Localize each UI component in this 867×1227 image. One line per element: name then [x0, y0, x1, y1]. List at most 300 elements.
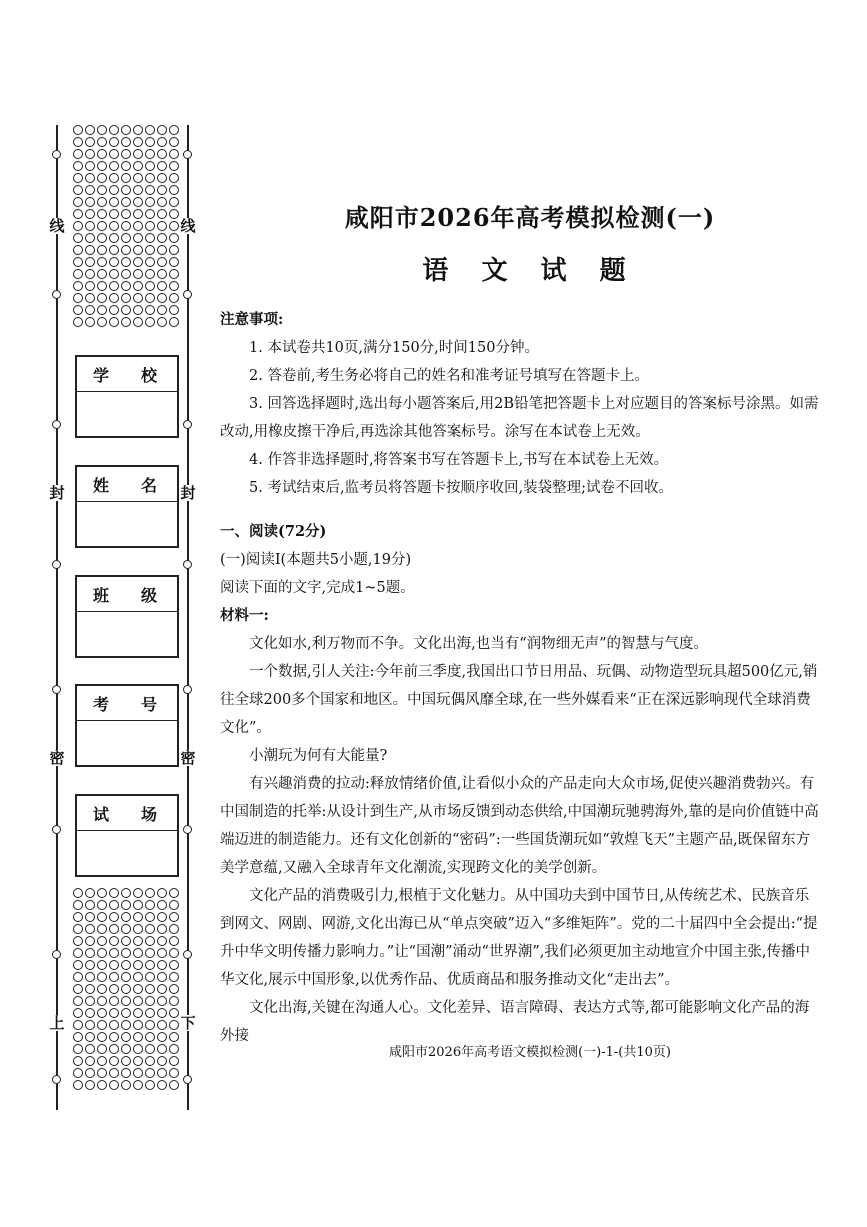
- grid-dot: [109, 197, 119, 207]
- grid-dot: [145, 269, 155, 279]
- grid-dot: [145, 1068, 155, 1078]
- grid-dot: [145, 281, 155, 291]
- grid-dot: [169, 948, 179, 958]
- grid-dot: [73, 221, 83, 231]
- binding-hole: [52, 150, 61, 159]
- grid-dot: [169, 984, 179, 994]
- decorative-dot-grid: [73, 888, 181, 1092]
- grid-dot: [85, 1008, 95, 1018]
- grid-dot: [121, 293, 131, 303]
- grid-dot: [109, 209, 119, 219]
- grid-dot: [133, 137, 143, 147]
- grid-dot: [85, 1056, 95, 1066]
- grid-dot: [133, 900, 143, 910]
- school-input-area[interactable]: [77, 392, 177, 436]
- seal-mark-outer: 密: [49, 749, 65, 767]
- outer-binding-line: [56, 125, 58, 1110]
- grid-dot: [121, 1068, 131, 1078]
- grid-dot: [133, 269, 143, 279]
- class-field[interactable]: [75, 575, 179, 658]
- grid-dot: [121, 1020, 131, 1030]
- grid-dot: [133, 972, 143, 982]
- grid-dot: [133, 1080, 143, 1090]
- grid-dot: [121, 972, 131, 982]
- grid-dot: [145, 936, 155, 946]
- grid-dot: [145, 137, 155, 147]
- grid-dot: [133, 996, 143, 1006]
- sub-section-heading: (一)阅读I(本题共5小题,19分): [220, 552, 412, 568]
- grid-dot: [133, 281, 143, 291]
- grid-dot: [85, 173, 95, 183]
- material-paragraph: 一个数据,引人关注:今年前三季度,我国出口节日用品、玩偶、动物造型玩具超500亿元,销往全球200多个国家和地区。中国玩偶风靡全球,在一些外媒看来“正在深远影响现代全球消费文化”。: [220, 664, 818, 736]
- binding-hole: [52, 825, 61, 834]
- name-input-area[interactable]: [77, 502, 177, 546]
- grid-dot: [169, 900, 179, 910]
- grid-dot: [157, 936, 167, 946]
- grid-dot: [157, 1080, 167, 1090]
- grid-dot: [109, 900, 119, 910]
- grid-dot: [109, 173, 119, 183]
- grid-dot: [121, 149, 131, 159]
- grid-dot: [169, 257, 179, 267]
- exam-content: [220, 306, 820, 1050]
- grid-dot: [85, 984, 95, 994]
- grid-dot: [145, 1008, 155, 1018]
- grid-dot: [169, 281, 179, 291]
- grid-dot: [109, 1044, 119, 1054]
- grid-dot: [97, 984, 107, 994]
- grid-dot: [97, 305, 107, 315]
- notice-item: 5. 考试结束后,监考员将答题卡按顺序收回,装袋整理;试卷不回收。: [249, 480, 674, 496]
- binding-hole: [183, 290, 192, 299]
- binding-hole: [52, 1075, 61, 1084]
- grid-dot: [97, 1056, 107, 1066]
- grid-dot: [169, 1032, 179, 1042]
- grid-dot: [157, 305, 167, 315]
- grid-dot: [85, 1080, 95, 1090]
- grid-dot: [145, 1020, 155, 1030]
- grid-dot: [85, 1020, 95, 1030]
- seal-mark-outer: 上: [49, 1014, 65, 1032]
- grid-dot: [145, 197, 155, 207]
- binding-hole: [52, 685, 61, 694]
- grid-dot: [157, 269, 167, 279]
- grid-dot: [157, 137, 167, 147]
- grid-dot: [85, 185, 95, 195]
- grid-dot: [157, 888, 167, 898]
- grid-dot: [97, 293, 107, 303]
- grid-dot: [157, 125, 167, 135]
- grid-dot: [109, 948, 119, 958]
- grid-dot: [133, 233, 143, 243]
- grid-dot: [109, 269, 119, 279]
- grid-dot: [169, 996, 179, 1006]
- grid-dot: [133, 257, 143, 267]
- exam-number-field[interactable]: [75, 684, 179, 767]
- grid-dot: [157, 173, 167, 183]
- grid-dot: [109, 293, 119, 303]
- grid-dot: [121, 1056, 131, 1066]
- grid-dot: [73, 137, 83, 147]
- binding-hole: [183, 420, 192, 429]
- school-field[interactable]: [75, 355, 179, 438]
- grid-dot: [133, 173, 143, 183]
- grid-dot: [133, 1032, 143, 1042]
- grid-dot: [169, 245, 179, 255]
- grid-dot: [121, 936, 131, 946]
- grid-dot: [169, 185, 179, 195]
- grid-dot: [145, 185, 155, 195]
- grid-dot: [73, 1020, 83, 1030]
- grid-dot: [145, 245, 155, 255]
- grid-dot: [145, 900, 155, 910]
- grid-dot: [157, 996, 167, 1006]
- grid-dot: [133, 948, 143, 958]
- grid-dot: [97, 317, 107, 327]
- grid-dot: [157, 185, 167, 195]
- grid-dot: [121, 1044, 131, 1054]
- grid-dot: [109, 137, 119, 147]
- grid-dot: [145, 221, 155, 231]
- grid-dot: [133, 1044, 143, 1054]
- grid-dot: [133, 305, 143, 315]
- seal-mark-inner: 线: [180, 217, 196, 235]
- material-label: 材料一:: [220, 607, 269, 624]
- grid-dot: [157, 948, 167, 958]
- page-footer: 咸阳市2026年高考语文模拟检测(一)-1-(共10页): [389, 1045, 671, 1060]
- grid-dot: [157, 197, 167, 207]
- grid-dot: [73, 1080, 83, 1090]
- field-label: 姓 名: [77, 467, 177, 502]
- grid-dot: [97, 912, 107, 922]
- grid-dot: [169, 209, 179, 219]
- grid-dot: [97, 1032, 107, 1042]
- grid-dot: [97, 996, 107, 1006]
- seal-mark-outer: 封: [49, 484, 65, 502]
- grid-dot: [85, 972, 95, 982]
- grid-dot: [97, 197, 107, 207]
- grid-dot: [73, 888, 83, 898]
- grid-dot: [97, 924, 107, 934]
- grid-dot: [121, 1080, 131, 1090]
- grid-dot: [73, 972, 83, 982]
- grid-dot: [121, 269, 131, 279]
- grid-dot: [73, 996, 83, 1006]
- grid-dot: [73, 1008, 83, 1018]
- grid-dot: [85, 960, 95, 970]
- grid-dot: [169, 149, 179, 159]
- grid-dot: [133, 161, 143, 171]
- grid-dot: [109, 1056, 119, 1066]
- grid-dot: [73, 161, 83, 171]
- field-label: 学 校: [77, 357, 177, 392]
- grid-dot: [121, 924, 131, 934]
- grid-dot: [133, 185, 143, 195]
- grid-dot: [109, 1020, 119, 1030]
- grid-dot: [145, 305, 155, 315]
- grid-dot: [121, 1032, 131, 1042]
- grid-dot: [73, 317, 83, 327]
- grid-dot: [97, 1068, 107, 1078]
- grid-dot: [85, 996, 95, 1006]
- grid-dot: [109, 972, 119, 982]
- grid-dot: [133, 1020, 143, 1030]
- grid-dot: [73, 245, 83, 255]
- grid-dot: [85, 1044, 95, 1054]
- grid-dot: [73, 173, 83, 183]
- grid-dot: [169, 1080, 179, 1090]
- grid-dot: [157, 233, 167, 243]
- grid-dot: [109, 233, 119, 243]
- grid-dot: [121, 948, 131, 958]
- grid-dot: [121, 984, 131, 994]
- seal-mark-inner: 封: [180, 484, 196, 502]
- grid-dot: [109, 281, 119, 291]
- grid-dot: [73, 1044, 83, 1054]
- grid-dot: [145, 317, 155, 327]
- grid-dot: [85, 221, 95, 231]
- binding-hole: [52, 950, 61, 959]
- grid-dot: [109, 1032, 119, 1042]
- material-paragraph: 小潮玩为何有大能量?: [249, 748, 388, 764]
- grid-dot: [97, 161, 107, 171]
- grid-dot: [169, 197, 179, 207]
- grid-dot: [133, 1008, 143, 1018]
- grid-dot: [121, 888, 131, 898]
- grid-dot: [133, 317, 143, 327]
- material-paragraph: 文化出海,关键在沟通人心。文化差异、语言障碍、表达方式等,都可能影响文化产品的海外接: [220, 1000, 810, 1044]
- grid-dot: [85, 912, 95, 922]
- grid-dot: [157, 257, 167, 267]
- grid-dot: [73, 900, 83, 910]
- grid-dot: [121, 912, 131, 922]
- grid-dot: [133, 221, 143, 231]
- grid-dot: [73, 197, 83, 207]
- grid-dot: [145, 972, 155, 982]
- grid-dot: [85, 269, 95, 279]
- grid-dot: [109, 221, 119, 231]
- grid-dot: [97, 900, 107, 910]
- material-paragraph: 文化如水,利万物而不争。文化出海,也当有“润物细无声”的智慧与气度。: [249, 636, 709, 652]
- grid-dot: [109, 1068, 119, 1078]
- grid-dot: [73, 257, 83, 267]
- grid-dot: [97, 125, 107, 135]
- grid-dot: [73, 1056, 83, 1066]
- grid-dot: [121, 137, 131, 147]
- grid-dot: [133, 149, 143, 159]
- grid-dot: [169, 1020, 179, 1030]
- section-heading: 一、阅读(72分): [220, 523, 327, 540]
- grid-dot: [97, 936, 107, 946]
- grid-dot: [133, 912, 143, 922]
- grid-dot: [133, 125, 143, 135]
- grid-dot: [73, 1032, 83, 1042]
- material-paragraph: 文化产品的消费吸引力,根植于文化魅力。从中国功夫到中国节日,从传统艺术、民族音乐到网文、网剧、网游,文化出海已从“单点突破”迈入“多维矩阵”。党的二十届四中全会提出:“提升中华文明传播力影响力。”让“国潮”涌动“世界潮”,我们必须更加主动地宣介中国主张,传播中华文化,展示中国形象,以优秀作品、优质商品和服务推动文化“走出去”。: [220, 888, 818, 988]
- binding-hole: [183, 950, 192, 959]
- grid-dot: [157, 245, 167, 255]
- notice-item: 3. 回答选择题时,选出每小题答案后,用2B铅笔把答题卡上对应题目的答案标号涂黑。如需改动,用橡皮擦干净后,再选涂其他答案标号。涂写在本试卷上无效。: [220, 396, 819, 440]
- grid-dot: [133, 293, 143, 303]
- grid-dot: [73, 125, 83, 135]
- grid-dot: [109, 924, 119, 934]
- grid-dot: [85, 125, 95, 135]
- grid-dot: [169, 1008, 179, 1018]
- binding-hole: [183, 685, 192, 694]
- name-field[interactable]: [75, 465, 179, 548]
- grid-dot: [97, 185, 107, 195]
- grid-dot: [157, 1044, 167, 1054]
- grid-dot: [133, 1056, 143, 1066]
- grid-dot: [145, 293, 155, 303]
- seal-mark-inner: 密: [180, 749, 196, 767]
- notice-item: 1. 本试卷共10页,满分150分,时间150分钟。: [249, 340, 539, 356]
- grid-dot: [109, 912, 119, 922]
- grid-dot: [169, 317, 179, 327]
- grid-dot: [85, 305, 95, 315]
- grid-dot: [145, 1056, 155, 1066]
- field-label: 考 号: [77, 686, 177, 721]
- grid-dot: [97, 948, 107, 958]
- grid-dot: [169, 972, 179, 982]
- grid-dot: [145, 948, 155, 958]
- grid-dot: [145, 996, 155, 1006]
- grid-dot: [133, 924, 143, 934]
- seal-mark-inner: 下: [180, 1014, 196, 1032]
- grid-dot: [73, 209, 83, 219]
- grid-dot: [133, 245, 143, 255]
- binding-hole: [52, 420, 61, 429]
- exam-number-input-area[interactable]: [77, 721, 177, 765]
- grid-dot: [109, 984, 119, 994]
- grid-dot: [145, 173, 155, 183]
- grid-dot: [85, 245, 95, 255]
- grid-dot: [85, 1068, 95, 1078]
- grid-dot: [121, 161, 131, 171]
- grid-dot: [109, 305, 119, 315]
- grid-dot: [97, 269, 107, 279]
- grid-dot: [109, 185, 119, 195]
- grid-dot: [133, 960, 143, 970]
- grid-dot: [145, 1080, 155, 1090]
- grid-dot: [97, 173, 107, 183]
- grid-dot: [85, 281, 95, 291]
- exam-room-input-area[interactable]: [77, 831, 177, 875]
- grid-dot: [85, 257, 95, 267]
- grid-dot: [157, 281, 167, 291]
- binding-hole: [52, 560, 61, 569]
- grid-dot: [121, 197, 131, 207]
- grid-dot: [109, 996, 119, 1006]
- grid-dot: [97, 149, 107, 159]
- class-input-area[interactable]: [77, 612, 177, 656]
- grid-dot: [73, 960, 83, 970]
- grid-dot: [73, 233, 83, 243]
- grid-dot: [73, 293, 83, 303]
- grid-dot: [85, 948, 95, 958]
- grid-dot: [145, 149, 155, 159]
- grid-dot: [109, 1008, 119, 1018]
- binding-hole: [183, 150, 192, 159]
- grid-dot: [169, 936, 179, 946]
- field-label: 试 场: [77, 796, 177, 831]
- grid-dot: [97, 257, 107, 267]
- grid-dot: [109, 257, 119, 267]
- grid-dot: [97, 960, 107, 970]
- grid-dot: [121, 1008, 131, 1018]
- grid-dot: [169, 161, 179, 171]
- grid-dot: [85, 317, 95, 327]
- grid-dot: [169, 888, 179, 898]
- grid-dot: [85, 137, 95, 147]
- grid-dot: [85, 149, 95, 159]
- grid-dot: [97, 137, 107, 147]
- grid-dot: [157, 161, 167, 171]
- grid-dot: [109, 149, 119, 159]
- grid-dot: [145, 1044, 155, 1054]
- grid-dot: [121, 305, 131, 315]
- grid-dot: [145, 960, 155, 970]
- grid-dot: [109, 936, 119, 946]
- grid-dot: [121, 221, 131, 231]
- binding-hole: [183, 825, 192, 834]
- grid-dot: [169, 293, 179, 303]
- decorative-dot-grid: [73, 125, 181, 329]
- grid-dot: [145, 924, 155, 934]
- grid-dot: [109, 1080, 119, 1090]
- grid-dot: [97, 245, 107, 255]
- grid-dot: [145, 1032, 155, 1042]
- grid-dot: [73, 305, 83, 315]
- grid-dot: [145, 233, 155, 243]
- grid-dot: [85, 233, 95, 243]
- grid-dot: [157, 924, 167, 934]
- grid-dot: [73, 149, 83, 159]
- grid-dot: [169, 173, 179, 183]
- grid-dot: [73, 1068, 83, 1078]
- grid-dot: [97, 1044, 107, 1054]
- grid-dot: [85, 888, 95, 898]
- grid-dot: [109, 960, 119, 970]
- grid-dot: [157, 1032, 167, 1042]
- grid-dot: [109, 317, 119, 327]
- grid-dot: [121, 245, 131, 255]
- grid-dot: [85, 209, 95, 219]
- grid-dot: [109, 888, 119, 898]
- grid-dot: [85, 924, 95, 934]
- grid-dot: [157, 984, 167, 994]
- grid-dot: [133, 984, 143, 994]
- grid-dot: [73, 185, 83, 195]
- grid-dot: [157, 900, 167, 910]
- grid-dot: [145, 888, 155, 898]
- grid-dot: [73, 948, 83, 958]
- grid-dot: [85, 1032, 95, 1042]
- grid-dot: [145, 161, 155, 171]
- grid-dot: [169, 233, 179, 243]
- grid-dot: [157, 1020, 167, 1030]
- grid-dot: [121, 281, 131, 291]
- grid-dot: [97, 888, 107, 898]
- grid-dot: [97, 972, 107, 982]
- grid-dot: [85, 900, 95, 910]
- grid-dot: [97, 1020, 107, 1030]
- material-paragraph: 有兴趣消费的拉动:释放情绪价值,让看似小众的产品走向大众市场,促使兴趣消费勃兴。有中国制造的托举:从设计到生产,从市场反馈到动态供给,中国潮玩驰骋海外,靠的是向价值链中高端迈进的制造能力。还有文化创新的“密码”:一些国货潮玩如“敦煌飞天”主题产品,既保留东方美学意蕴,又融入全球青年文化潮流,实现跨文化的美学创新。: [220, 776, 819, 876]
- instruction: 阅读下面的文字,完成1~5题。: [220, 580, 415, 596]
- grid-dot: [73, 924, 83, 934]
- grid-dot: [97, 209, 107, 219]
- inner-binding-line: [187, 125, 189, 1110]
- exam-room-field[interactable]: [75, 794, 179, 877]
